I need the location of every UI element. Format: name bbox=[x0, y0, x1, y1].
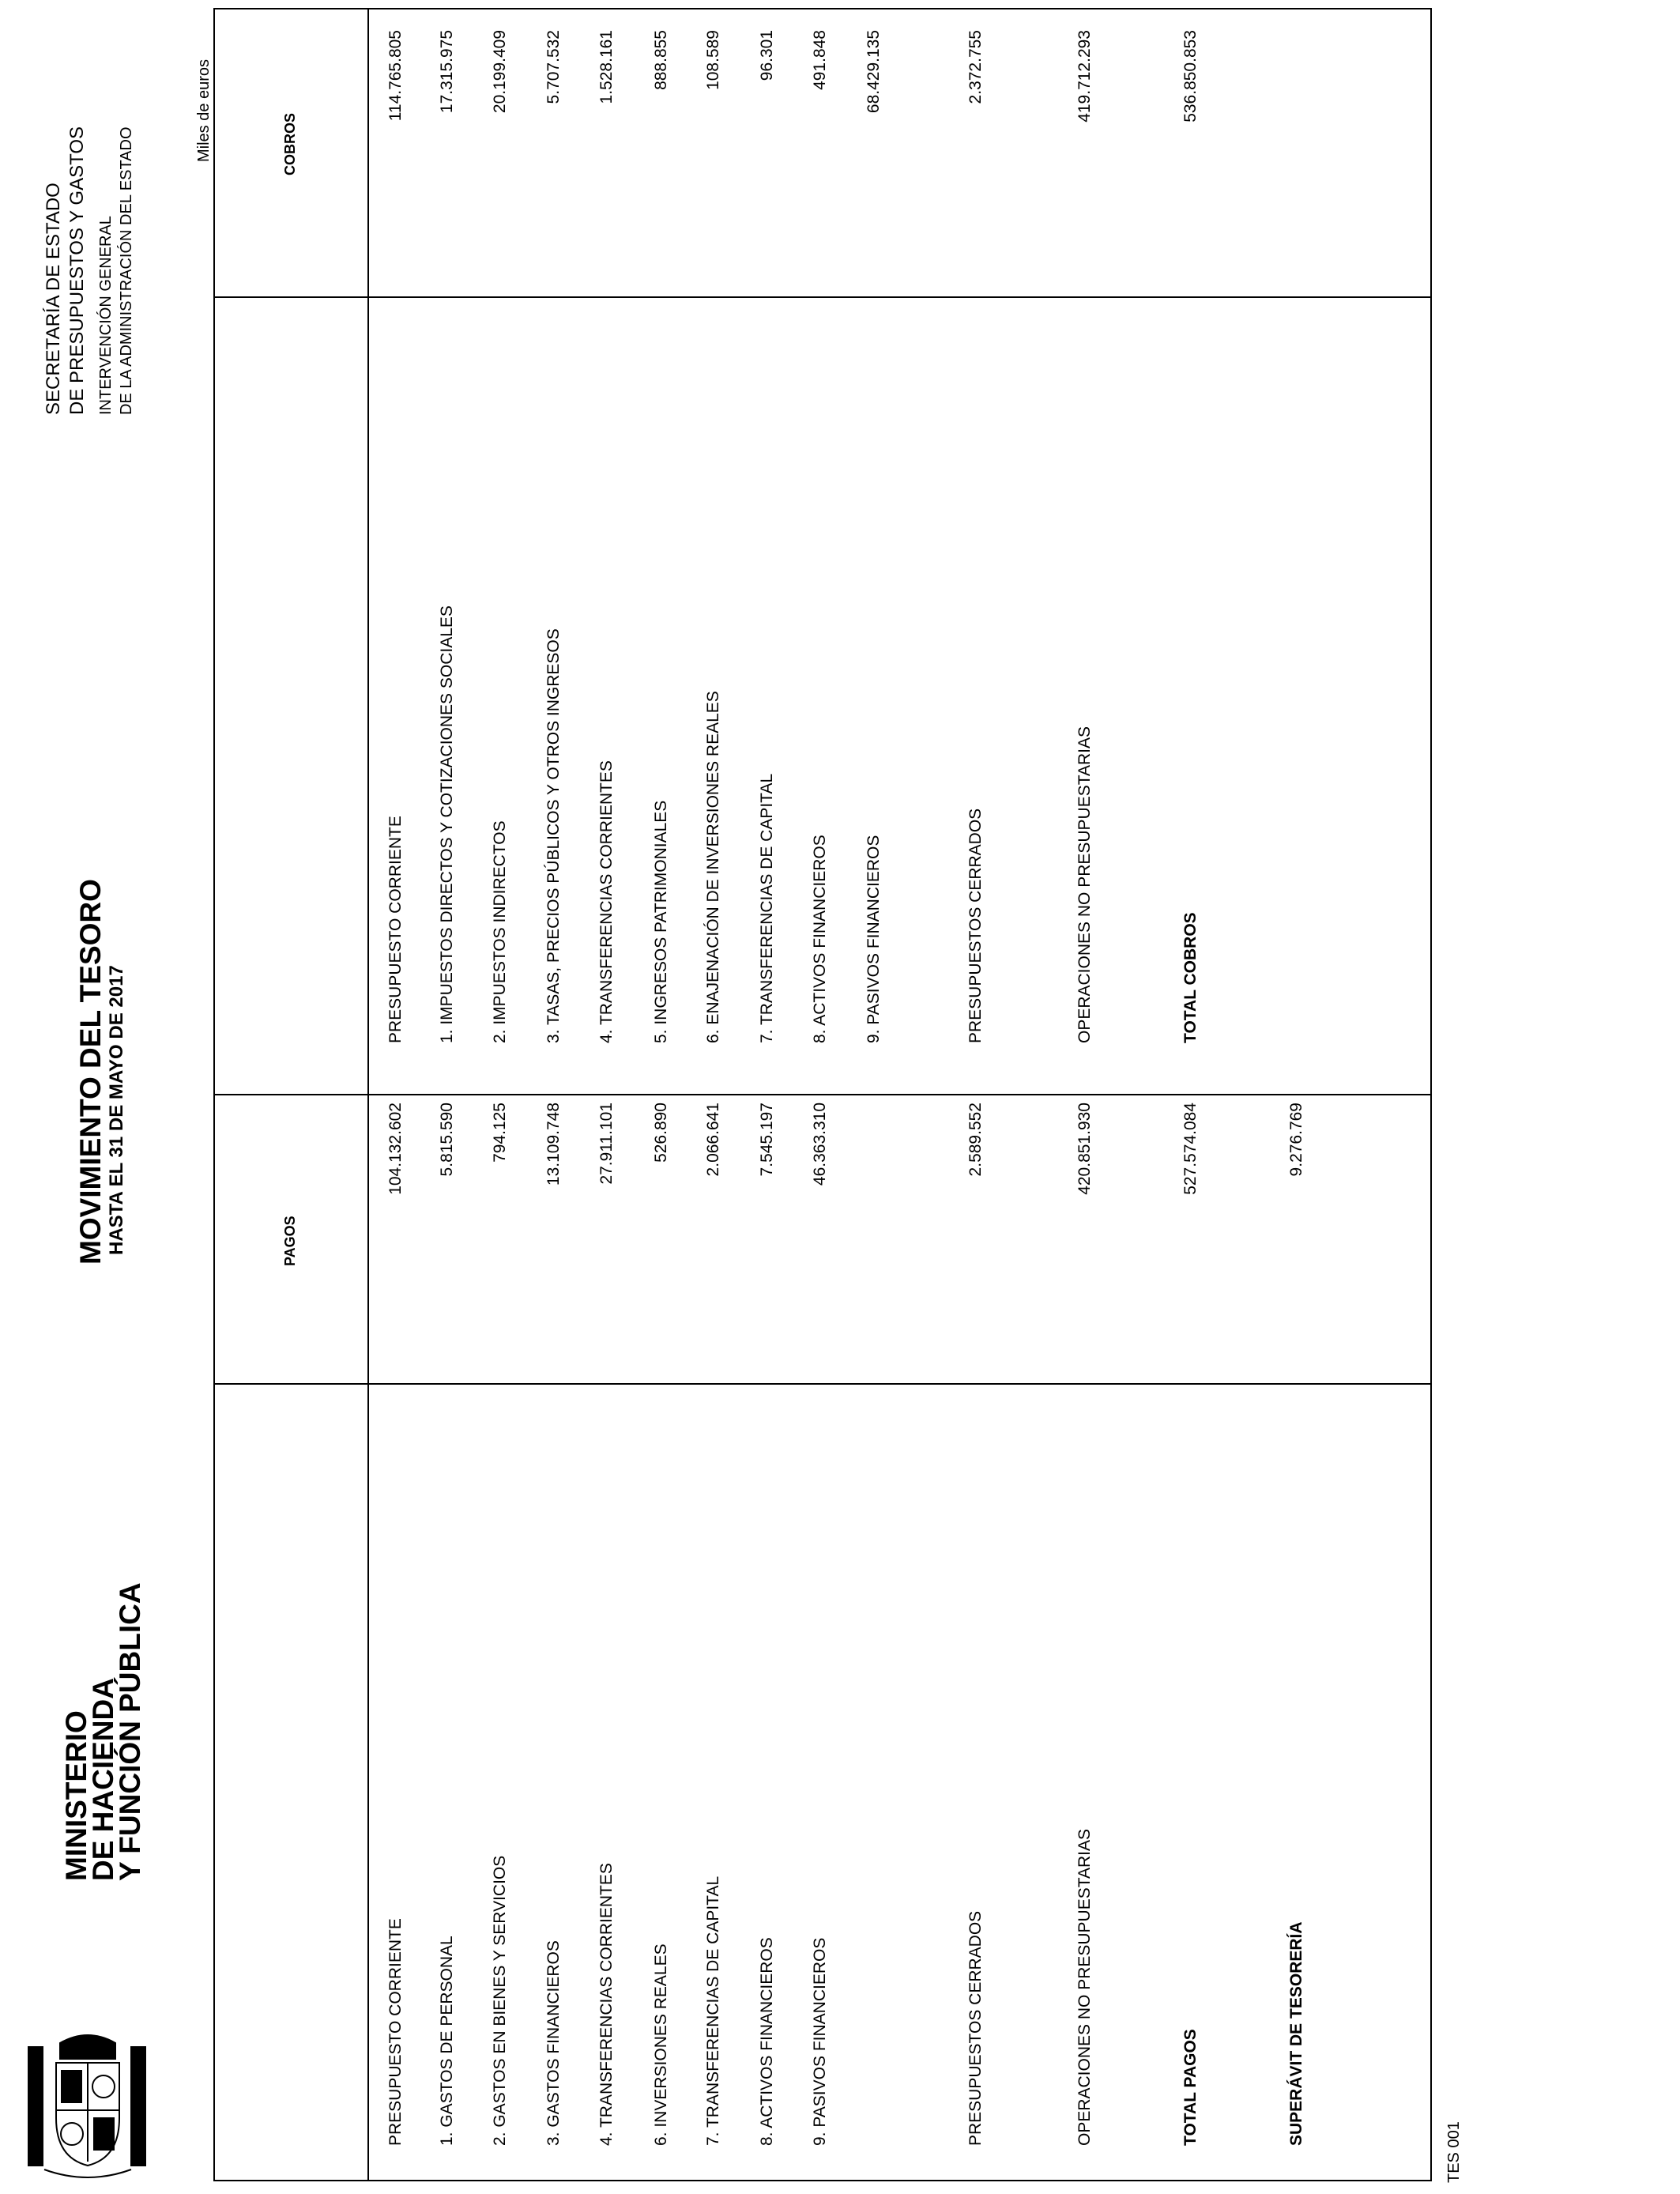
document-code: TES 001 bbox=[1445, 2121, 1463, 2183]
secretaria-line-2: DE PRESUPUESTOS Y GASTOS bbox=[66, 126, 88, 415]
pagos-row-label: 8. ACTIVOS FINANCIEROS bbox=[758, 1937, 776, 2146]
pagos-row-value: 27.911.101 bbox=[597, 1103, 616, 1185]
cobros-row-label: 7. TRANSFERENCIAS DE CAPITAL bbox=[758, 773, 776, 1043]
cobros-row-label: PRESUPUESTOS CERRADOS bbox=[966, 808, 985, 1043]
pagos-row-value: 527.574.084 bbox=[1181, 1103, 1200, 1195]
pagos-row-label: OPERACIONES NO PRESUPUESTARIAS bbox=[1075, 1828, 1094, 2146]
cobros-row-value: 1.528.161 bbox=[597, 30, 616, 104]
pagos-row-value: 7.545.197 bbox=[758, 1103, 776, 1177]
cobros-row-value: 17.315.975 bbox=[438, 30, 456, 114]
cobros-row-label: 6. ENAJENACIÓN DE INVERSIONES REALES bbox=[704, 691, 722, 1043]
pagos-row-value: 13.109.748 bbox=[544, 1103, 563, 1186]
pagos-row-value: 794.125 bbox=[491, 1103, 509, 1163]
cobros-row-value: 419.712.293 bbox=[1075, 30, 1094, 123]
intervencion-line-2: DE LA ADMINISTRACIÓN DEL ESTADO bbox=[118, 126, 135, 415]
cobros-row-label: OPERACIONES NO PRESUPUESTARIAS bbox=[1075, 726, 1094, 1043]
pagos-column-divider bbox=[213, 1383, 1430, 1385]
cobros-row-label: 8. ACTIVOS FINANCIEROS bbox=[811, 835, 829, 1043]
cobros-row-value: 888.855 bbox=[652, 30, 670, 90]
table-border-top bbox=[213, 8, 1430, 9]
pagos-row-value: 9.276.769 bbox=[1287, 1103, 1305, 1177]
units-label: Miles de euros bbox=[195, 58, 213, 162]
cobros-row-label: 3. TASAS, PRECIOS PÚBLICOS Y OTROS INGRESOS bbox=[544, 628, 563, 1043]
center-divider bbox=[213, 1094, 1430, 1095]
cobros-row-value: 491.848 bbox=[811, 30, 829, 90]
pagos-row-label: 3. GASTOS FINANCIEROS bbox=[544, 1940, 563, 2146]
pagos-row-label: SUPERÁVIT DE TESORERÍA bbox=[1287, 1921, 1305, 2146]
page-subtitle: HASTA EL 31 DE MAYO DE 2017 bbox=[106, 965, 127, 1255]
cobros-row-value: 5.707.532 bbox=[544, 30, 563, 104]
cobros-row-value: 20.199.409 bbox=[491, 30, 509, 114]
cobros-row-value: 108.589 bbox=[704, 30, 722, 90]
pagos-row-label: 1. GASTOS DE PERSONAL bbox=[438, 1936, 456, 2146]
pagos-row-label: 9. PASIVOS FINANCIEROS bbox=[811, 1937, 829, 2146]
pagos-row-label: 7. TRANSFERENCIAS DE CAPITAL bbox=[704, 1875, 722, 2146]
cobros-row-label: TOTAL COBROS bbox=[1181, 912, 1200, 1043]
cobros-header: COBROS bbox=[282, 112, 298, 175]
table-border-bottom bbox=[213, 2180, 1430, 2181]
cobros-row-label: 9. PASIVOS FINANCIEROS bbox=[864, 835, 883, 1043]
pagos-row-label: 2. GASTOS EN BIENES Y SERVICIOS bbox=[491, 1855, 509, 2146]
cobros-row-label: 1. IMPUESTOS DIRECTOS Y COTIZACIONES SOCIALES bbox=[438, 605, 456, 1043]
cobros-row-label: 2. IMPUESTOS INDIRECTOS bbox=[491, 820, 509, 1043]
page-title: MOVIMIENTO DEL TESORO bbox=[74, 879, 107, 1265]
pagos-row-label: PRESUPUESTO CORRIENTE bbox=[386, 1918, 405, 2146]
cobros-row-value: 114.765.805 bbox=[386, 30, 405, 122]
cobros-row-value: 536.850.853 bbox=[1181, 30, 1200, 123]
ministry-line-2: DE HACIENDA bbox=[87, 1678, 119, 1881]
intervencion-line-1: INTERVENCIÓN GENERAL bbox=[97, 216, 115, 415]
pagos-row-value: 526.890 bbox=[652, 1103, 670, 1163]
pagos-row-value: 420.851.930 bbox=[1075, 1103, 1094, 1195]
cobros-column-divider bbox=[213, 296, 1430, 298]
pagos-row-value: 2.066.641 bbox=[704, 1103, 722, 1177]
cobros-row-label: 5. INGRESOS PATRIMONIALES bbox=[652, 800, 670, 1043]
pagos-row-label: 4. TRANSFERENCIAS CORRIENTES bbox=[597, 1863, 616, 2146]
ministry-line-1: MINISTERIO bbox=[60, 1710, 92, 1881]
pagos-row-value: 5.815.590 bbox=[438, 1103, 456, 1177]
pagos-row-value: 46.363.310 bbox=[811, 1103, 829, 1186]
cobros-row-label: 4. TRANSFERENCIAS CORRIENTES bbox=[597, 760, 616, 1043]
ministry-line-3: Y FUNCIÓN PÚBLICA bbox=[114, 1582, 146, 1881]
pagos-row-value: 2.589.552 bbox=[966, 1103, 985, 1177]
table-border-right bbox=[1430, 8, 1432, 2181]
pagos-row-label: PRESUPUESTOS CERRADOS bbox=[966, 1910, 985, 2146]
cobros-row-value: 68.429.135 bbox=[864, 30, 883, 114]
secretaria-line-1: SECRETARÍA DE ESTADO bbox=[43, 183, 64, 415]
pagos-header: PAGOS bbox=[282, 1216, 298, 1266]
pagos-row-value: 104.132.602 bbox=[386, 1103, 405, 1195]
cobros-row-value: 96.301 bbox=[758, 30, 776, 81]
cobros-row-label: PRESUPUESTO CORRIENTE bbox=[386, 816, 405, 1043]
coat-of-arms-icon bbox=[13, 2031, 163, 2185]
pagos-row-label: TOTAL PAGOS bbox=[1181, 2029, 1200, 2146]
cobros-row-value: 2.372.755 bbox=[966, 30, 985, 104]
pagos-row-label: 6. INVERSIONES REALES bbox=[652, 1943, 670, 2146]
